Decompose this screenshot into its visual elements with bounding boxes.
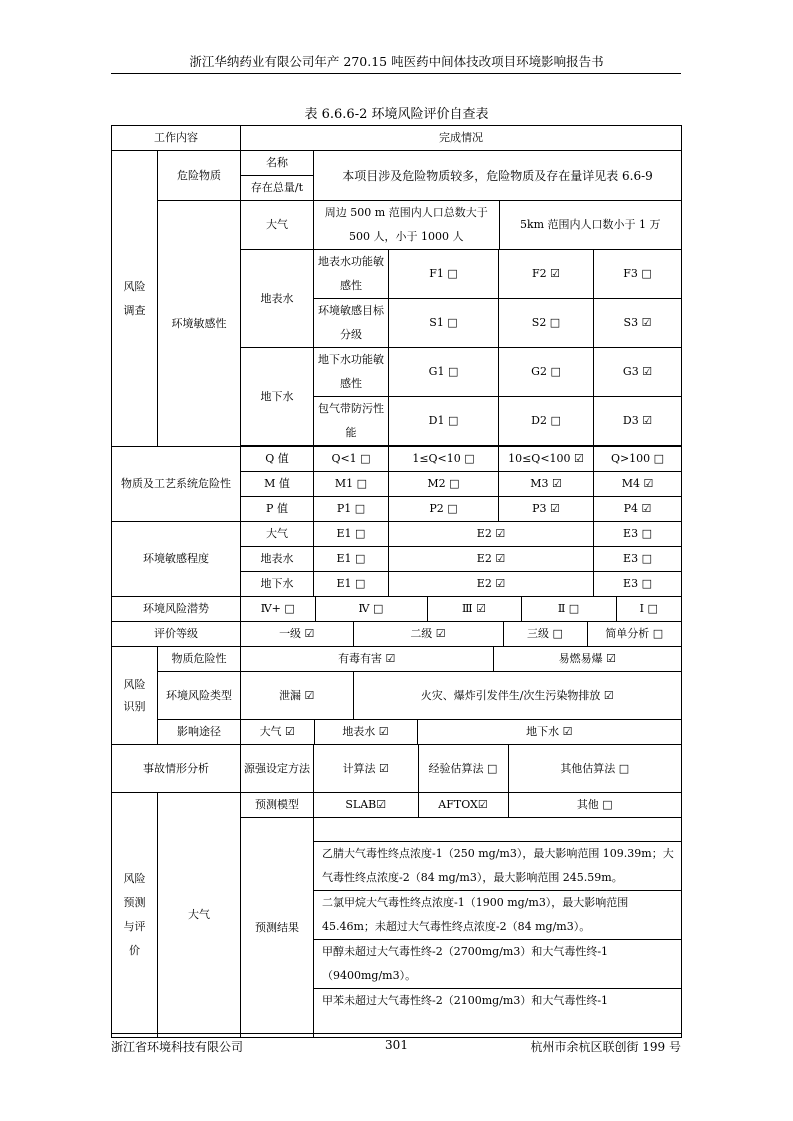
substance-cells [241, 647, 682, 672]
hazard-label: 危险物质 [158, 151, 241, 201]
surface-s1: S1 □ [389, 299, 499, 348]
table-row [241, 672, 681, 719]
m-d: M4 ☑ [594, 472, 682, 497]
grade-subtable [241, 622, 681, 646]
page-number: 301 [385, 1038, 408, 1052]
q-c: 10≤Q<100 ☑ [499, 447, 594, 472]
risk-type-label: 环境风险类型 [158, 672, 241, 720]
air-label: 大气 [241, 201, 314, 250]
level-surface-e2: E2 ☑ [389, 547, 594, 572]
level-air-e3: E3 □ [594, 522, 682, 547]
table-row [112, 201, 682, 250]
p-a: P1 □ [314, 497, 389, 522]
table-row [314, 841, 681, 890]
table-row [314, 818, 681, 841]
accident-cells [314, 745, 682, 793]
potential-3: Ⅲ ☑ [427, 597, 521, 621]
hazard-amount-label: 存在总量/t [241, 176, 314, 201]
method-empirical: 经验估算法 □ [418, 745, 508, 792]
table-row [112, 126, 682, 151]
grade-label: 评价等级 [112, 622, 241, 647]
table-row [314, 890, 681, 939]
surface-f2: F2 ☑ [499, 250, 594, 299]
pathway-label: 影响途径 [158, 720, 241, 745]
surface-target-label: 环境敏感目标分级 [314, 299, 389, 348]
results-label: 预测结果 [241, 818, 314, 1038]
result-dichloromethane: 二氯甲烷大气毒性终点浓度-1（1900 mg/m3），最大影响范围 45.46m；未超过大气毒性终点浓度-2（84 mg/m3）。 [314, 890, 681, 939]
ground-g1: G1 □ [389, 348, 499, 397]
m-label: M 值 [241, 472, 314, 497]
potential-4plus: Ⅳ+ □ [241, 597, 315, 621]
prediction-air-label: 大气 [158, 793, 241, 1038]
ground-d2: D2 □ [499, 397, 594, 446]
col-header-status: 完成情况 [241, 126, 682, 151]
ground-g2: G2 □ [499, 348, 594, 397]
table-caption: 表 6.6.6-2 环境风险评价自查表 [304, 107, 489, 122]
results-cells [314, 818, 682, 1038]
groundwater-label: 地下水 [241, 348, 314, 446]
table-row [314, 201, 681, 249]
pathway-ground: 地下水 ☑ [526, 725, 573, 738]
footer-company: 浙江省环境科技有限公司 [111, 1040, 244, 1054]
method-other: 其他估算法 □ [560, 761, 630, 775]
level-ground-e1: E1 □ [314, 572, 389, 597]
q-label: Q 值 [241, 447, 314, 472]
table-row [241, 720, 681, 744]
model-other: 其他 □ [576, 798, 613, 811]
table-row [314, 793, 681, 817]
model-cells [314, 793, 682, 818]
hazard-name-label: 名称 [241, 151, 314, 176]
result-acetonitrile: 乙腈大气毒性终点浓度-1（250 mg/m3），最大影响范围 109.39m；大气毒性终点浓度-2（84 mg/m3），最大影响范围 245.59m。 [314, 841, 681, 890]
q-a: Q<1 □ [314, 447, 389, 472]
surface-func-label: 地表水功能敏感性 [314, 250, 389, 299]
table-row [314, 988, 681, 1013]
hazard-desc: 本项目涉及危险物质较多，危险物质及存在量详见表 6.6-9 [314, 151, 682, 201]
grade-1: 一级 ☑ [241, 622, 353, 646]
env-sensitivity-label: 环境敏感性 [158, 201, 241, 447]
col-header-work: 工作内容 [112, 126, 241, 151]
q-b: 1≤Q<10 □ [389, 447, 499, 472]
grade-simple: 简单分析 □ [605, 627, 664, 640]
level-air-e2: E2 ☑ [389, 522, 594, 547]
potential-1: Ⅰ □ [639, 602, 658, 615]
substance-subtable [241, 647, 681, 671]
table-row [112, 522, 682, 547]
potential-4: Ⅳ □ [315, 597, 427, 621]
table-row [112, 622, 682, 647]
grade-3: 三级 □ [503, 622, 587, 646]
model-slab: SLAB☑ [314, 793, 418, 817]
p-b: P2 □ [389, 497, 499, 522]
table-row [112, 447, 682, 472]
table-row [112, 745, 682, 793]
footer-address: 杭州市余杭区联创街 199 号 [530, 1040, 681, 1054]
surface-f1: F1 □ [389, 250, 499, 299]
level-surface-e3: E3 □ [594, 547, 682, 572]
table-row [241, 647, 681, 671]
m-a: M1 □ [314, 472, 389, 497]
air-cells [314, 201, 682, 250]
risk-type-leak: 泄漏 ☑ [241, 672, 353, 719]
substance-toxic: 有毒有害 ☑ [241, 647, 493, 671]
table-row [241, 597, 681, 621]
result-methanol: 甲醇未超过大气毒性终-2（2700mg/m3）和大气毒性终-1（9400mg/m3）。 [314, 939, 681, 988]
env-level-label: 环境敏感程度 [112, 522, 241, 597]
table-row [314, 745, 681, 792]
risk-type-fire: 火灾、爆炸引发伴生/次生污染物排放 ☑ [420, 688, 614, 702]
ground-func-label: 地下水功能敏感性 [314, 348, 389, 397]
risk-type-subtable [241, 672, 681, 719]
risk-survey-label: 风险 调查 [112, 151, 158, 447]
level-air-label: 大气 [241, 522, 314, 547]
ground-g3: G3 ☑ [594, 348, 682, 397]
table-row [112, 151, 682, 176]
surface-f3: F3 □ [594, 250, 682, 299]
p-c: P3 ☑ [499, 497, 594, 522]
results-blank-row [314, 818, 681, 841]
process-hazard-label: 物质及工艺系统危险性 [112, 447, 241, 522]
ground-d3: D3 ☑ [594, 397, 682, 446]
model-aftox: AFTOX☑ [418, 793, 508, 817]
page-header: 浙江华纳药业有限公司年产 270.15 吨医药中间体技改项目环境影响报告书 [189, 54, 604, 69]
results-subtable [314, 818, 681, 1013]
level-ground-label: 地下水 [241, 572, 314, 597]
prediction-label: 风险 预测 与评 价 [112, 793, 158, 1038]
pathway-surface: 地表水 ☑ [314, 720, 417, 744]
ground-vadose-label: 包气带防污性能 [314, 397, 389, 446]
identification-label: 风险 识别 [112, 647, 158, 745]
model-label: 预测模型 [241, 793, 314, 818]
method-calc: 计算法 ☑ [314, 745, 418, 792]
level-ground-e3: E3 □ [594, 572, 682, 597]
level-ground-e2: E2 ☑ [389, 572, 594, 597]
q-d: Q>100 □ [594, 447, 682, 472]
surface-s3: S3 ☑ [594, 299, 682, 348]
risk-type-cells [241, 672, 682, 720]
pathway-cells [241, 720, 682, 745]
pathway-subtable [241, 720, 681, 744]
table-row [112, 597, 682, 622]
p-label: P 值 [241, 497, 314, 522]
air-population-500m: 周边 500 m 范围内人口总数大于 500 人，小于 1000 人 [314, 201, 499, 249]
footer-rule [111, 1033, 681, 1034]
header-rule [111, 73, 681, 74]
m-b: M2 □ [389, 472, 499, 497]
ground-d1: D1 □ [389, 397, 499, 446]
source-method-label: 源强设定方法 [241, 745, 314, 793]
result-toluene: 甲苯未超过大气毒性终-2（2100mg/m3）和大气毒性终-1 [314, 988, 681, 1013]
model-subtable [314, 793, 681, 817]
surface-water-label: 地表水 [241, 250, 314, 348]
grade-2: 二级 ☑ [353, 622, 503, 646]
potential-label: 环境风险潜势 [112, 597, 241, 622]
table-row [112, 720, 682, 745]
level-surface-e1: E1 □ [314, 547, 389, 572]
potential-2: Ⅱ □ [521, 597, 616, 621]
table-row [112, 793, 682, 818]
m-c: M3 ☑ [499, 472, 594, 497]
table-row [112, 672, 682, 720]
table-row [314, 939, 681, 988]
substance-flammable: 易燃易爆 ☑ [558, 652, 616, 665]
surface-s2: S2 □ [499, 299, 594, 348]
p-d: P4 ☑ [594, 497, 682, 522]
table-row [112, 647, 682, 672]
accident-subtable [314, 745, 681, 792]
potential-subtable [241, 597, 681, 621]
potential-cells [241, 597, 682, 622]
accident-label: 事故情形分析 [112, 745, 241, 793]
grade-cells [241, 622, 682, 647]
table-row [241, 622, 681, 646]
level-surface-label: 地表水 [241, 547, 314, 572]
risk-self-check-table [111, 125, 682, 1038]
level-air-e1: E1 □ [314, 522, 389, 547]
air-population-5km: 5km 范围内人口数小于 1 万 [519, 218, 661, 231]
air-subtable [314, 201, 681, 249]
substance-hazard-label: 物质危险性 [158, 647, 241, 672]
pathway-air: 大气 ☑ [241, 720, 314, 744]
